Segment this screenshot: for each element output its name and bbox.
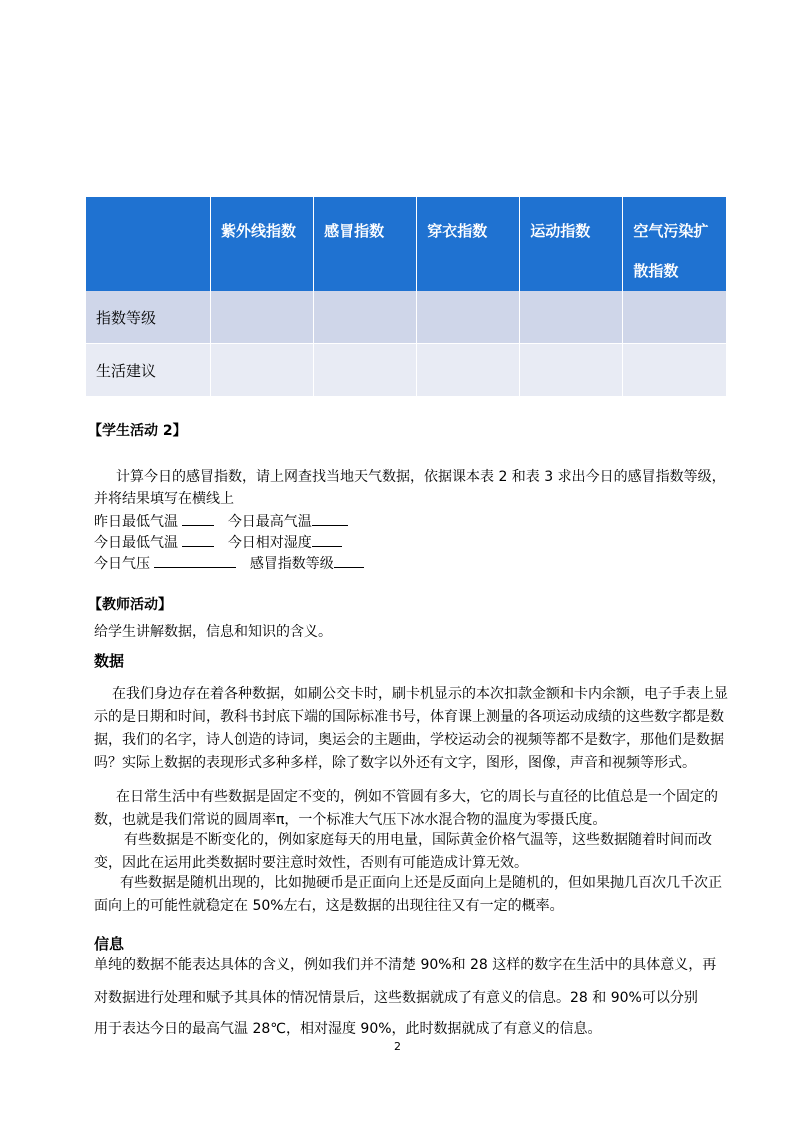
info-heading: 信息 [94, 935, 125, 953]
field-row-1 [94, 511, 348, 532]
table-cell [314, 344, 417, 397]
field-label-today-high: 今日最高气温 [227, 514, 312, 530]
field-label-today-pressure: 今日气压 [94, 556, 150, 572]
row-label: 生活建议 [86, 344, 211, 397]
info-line-2: 对数据进行处理和赋予其具体的情况情景后，这些数据就成了有意义的信息。28 和 90%可以分别 [94, 990, 698, 1006]
data-paragraph-1: 在我们身边存在着各种数据，如刷公交卡时，刷卡机显示的本次扣款金额和卡内余额，电子手表上显示的是日期和时间，教科书封底下端的国际标准书号，体育课上测量的各项运动成绩的这些数字都是数据，我们的名字，诗人创造的诗词，奥运会的主题曲，学校运动会的视频等都不是数字，那他们是数据吗？实际上数据的表现形式多种多样，除了数字以外还有文字，图形，图像，声音和视频等形式。 [94, 686, 728, 771]
page-number: 2 [394, 1040, 401, 1053]
info-line-1: 单纯的数据不能表达具体的含义，例如我们并不清楚 90%和 28 这样的数字在生活中的具体意义，再 [94, 957, 717, 973]
teacher-text: 给学生讲解数据，信息和知识的含义。 [94, 624, 332, 640]
index-table [86, 197, 726, 396]
table-cell [520, 291, 623, 344]
activity2-intro-line1: 计算今日的感冒指数，请上网查找当地天气数据，依据课本表 2 和表 3 求出今日的感冒指数等级， [116, 469, 726, 485]
table-cell [417, 291, 520, 344]
data-paragraph-3: 有些数据是不断变化的，例如家庭每天的用电量，国际黄金价格气温等，这些数据随着时间而改变，因此在运用此类数据时要注意时效性，否则有可能造成计算无效。 [94, 832, 712, 871]
table-cell [417, 344, 520, 397]
table-header-row [86, 197, 726, 291]
data-paragraph-4: 有些数据是随机出现的，比如抛硬币是正面向上还是反面向上是随机的，但如果抛几百次几千次正面向上的可能性就稳定在 50%左右，这是数据的出现往往又有一定的概率。 [94, 875, 722, 914]
table-header-sport: 运动指数 [520, 197, 623, 291]
teacher-heading: 【教师活动】 [88, 597, 172, 613]
table-header-blank [86, 197, 211, 291]
table-cell [520, 344, 623, 397]
table-header-uv: 紫外线指数 [211, 197, 314, 291]
table-header-dress: 穿衣指数 [417, 197, 520, 291]
table-header-air: 空气污染扩散指数 [623, 197, 726, 291]
blank-today-low[interactable] [182, 532, 214, 547]
field-row-3 [94, 553, 364, 574]
table-cell [211, 344, 314, 397]
blank-today-high[interactable] [312, 511, 348, 526]
activity2-intro-line2: 并将结果填写在横线上 [94, 491, 234, 507]
field-row-2 [94, 532, 342, 553]
info-line-3: 用于表达今日的最高气温 28℃，相对湿度 90%，此时数据就成了有意义的信息。 [94, 1021, 602, 1037]
data-heading: 数据 [94, 652, 125, 670]
row-label: 指数等级 [86, 291, 211, 344]
table-header-cold: 感冒指数 [314, 197, 417, 291]
field-label-today-low: 今日最低气温 [94, 535, 178, 551]
table-row [86, 344, 726, 397]
field-label-today-humidity: 今日相对湿度 [227, 535, 312, 551]
blank-today-humidity[interactable] [312, 532, 342, 547]
activity2-heading: 【学生活动 2】 [88, 423, 187, 439]
table-cell [314, 291, 417, 344]
table-row [86, 291, 726, 344]
table-cell [623, 291, 726, 344]
blank-cold-level[interactable] [334, 553, 364, 568]
field-label-cold-level: 感冒指数等级 [249, 556, 334, 572]
data-paragraph-2: 在日常生活中有些数据是固定不变的，例如不管圆有多大，它的周长与直径的比值总是一个固定的数，也就是我们常说的圆周率π，一个标准大气压下冰水混合物的温度为零摄氏度。 [94, 789, 718, 828]
table-cell [211, 291, 314, 344]
blank-today-pressure[interactable] [154, 553, 236, 568]
field-label-yesterday-low: 昨日最低气温 [94, 514, 178, 530]
blank-yesterday-low[interactable] [182, 511, 214, 526]
table-cell [623, 344, 726, 397]
